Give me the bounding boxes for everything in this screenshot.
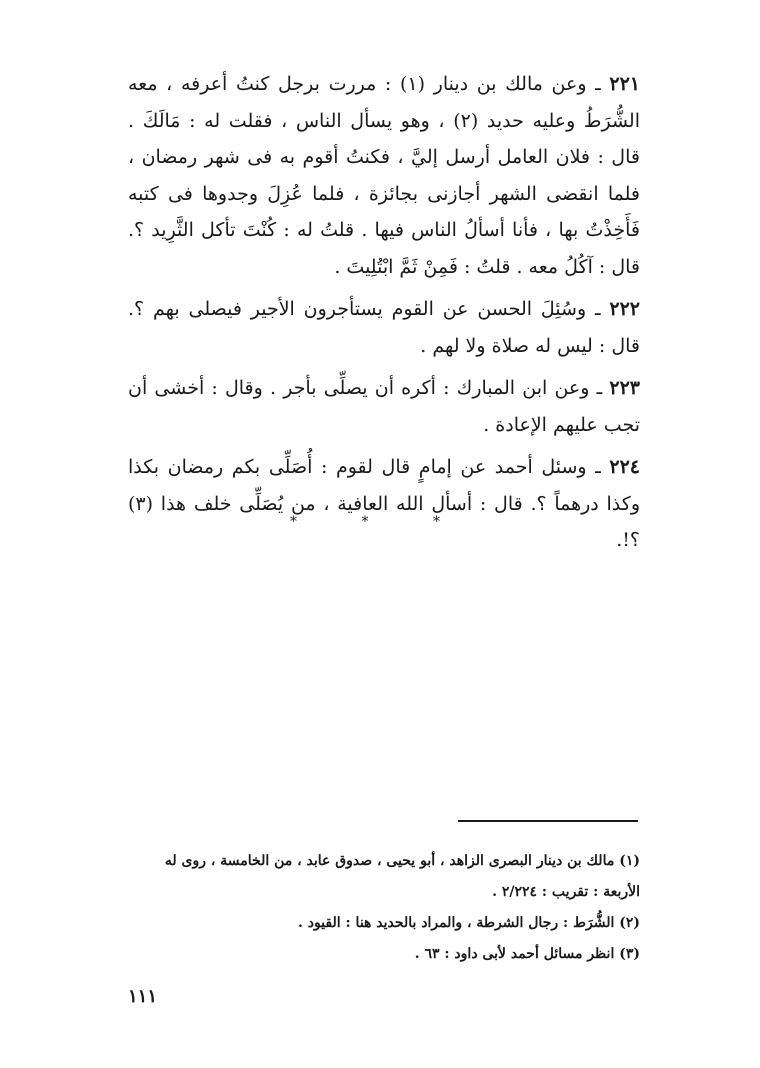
footnote-3: (٣) انظر مسائل أحمد لأبى داود : ٦٣ . <box>414 946 640 962</box>
page-number: ١١١ <box>128 986 158 1007</box>
paragraph-number: ٢٢٣ <box>609 377 640 399</box>
section-separator: * * * <box>290 514 470 530</box>
paragraph-number: ٢٢٤ <box>609 456 640 478</box>
paragraph-number: ٢٢٢ <box>609 298 640 320</box>
paragraph-222 <box>128 291 640 364</box>
paragraph-text: ـ وسُئِلَ الحسن عن القوم يستأجرون الأجير فيصلى بهم ؟. قال : ليس له صلاة ولا لهم . <box>128 298 640 357</box>
footnote-2: (٢) الشُّرَط : رجال الشرطة ، والمراد بالحديد هنا : القيود . <box>297 915 640 931</box>
paragraph-text: ـ وعن مالك بن دينار (١) : مررت برجل كنتُ أعرفه ، معه الشُّرَطُ وعليه حديد (٢) ، وهو يسأل الناس ، فقلت له : مَالَكَ . قال : فلان العامل أرسل إليَّ ، فكنتُ أقوم به فى شهر رمضان ، فلما انقضى الشهر أجازنى بجائزة ، فلما عُزِلَ وجدوها فى كتبه فَأَخِذْتُ بها ، فأنا أسألُ الناس فيها . قلتُ له : كُنْتَ تأكل الثَّرِيد ؟. قال : آكُلُ معه . قلتُ : فَمِنْ ثَمَّ ابْتُلِيتَ . <box>128 73 640 278</box>
paragraph-224 <box>128 449 640 559</box>
main-text <box>128 66 640 565</box>
paragraph-223 <box>128 370 640 443</box>
paragraph-number: ٢٢١ <box>609 73 640 95</box>
paragraph-text: ـ وعن ابن المبارك : أكره أن يصلِّى بأجر . وقال : أخشى أن تجب عليهم الإعادة . <box>128 377 640 436</box>
footnotes <box>128 846 640 970</box>
footnote-divider <box>458 820 638 822</box>
footnote-1: (١) مالك بن دينار البصرى الزاهد ، أبو يحيى ، صدوق عابد ، من الخامسة ، روى له الأربعة : تقريب : ٢/٢٢٤ . <box>164 853 640 900</box>
paragraph-text: ـ وسئل أحمد عن إمامٍ قال لقوم : أُصَلِّى بكم رمضان بكذا وكذا درهماً ؟. قال : أسأل الله العافية ، من يُصَلِّى خلف هذا (٣) ؟!. <box>128 456 640 551</box>
paragraph-221 <box>128 66 640 285</box>
